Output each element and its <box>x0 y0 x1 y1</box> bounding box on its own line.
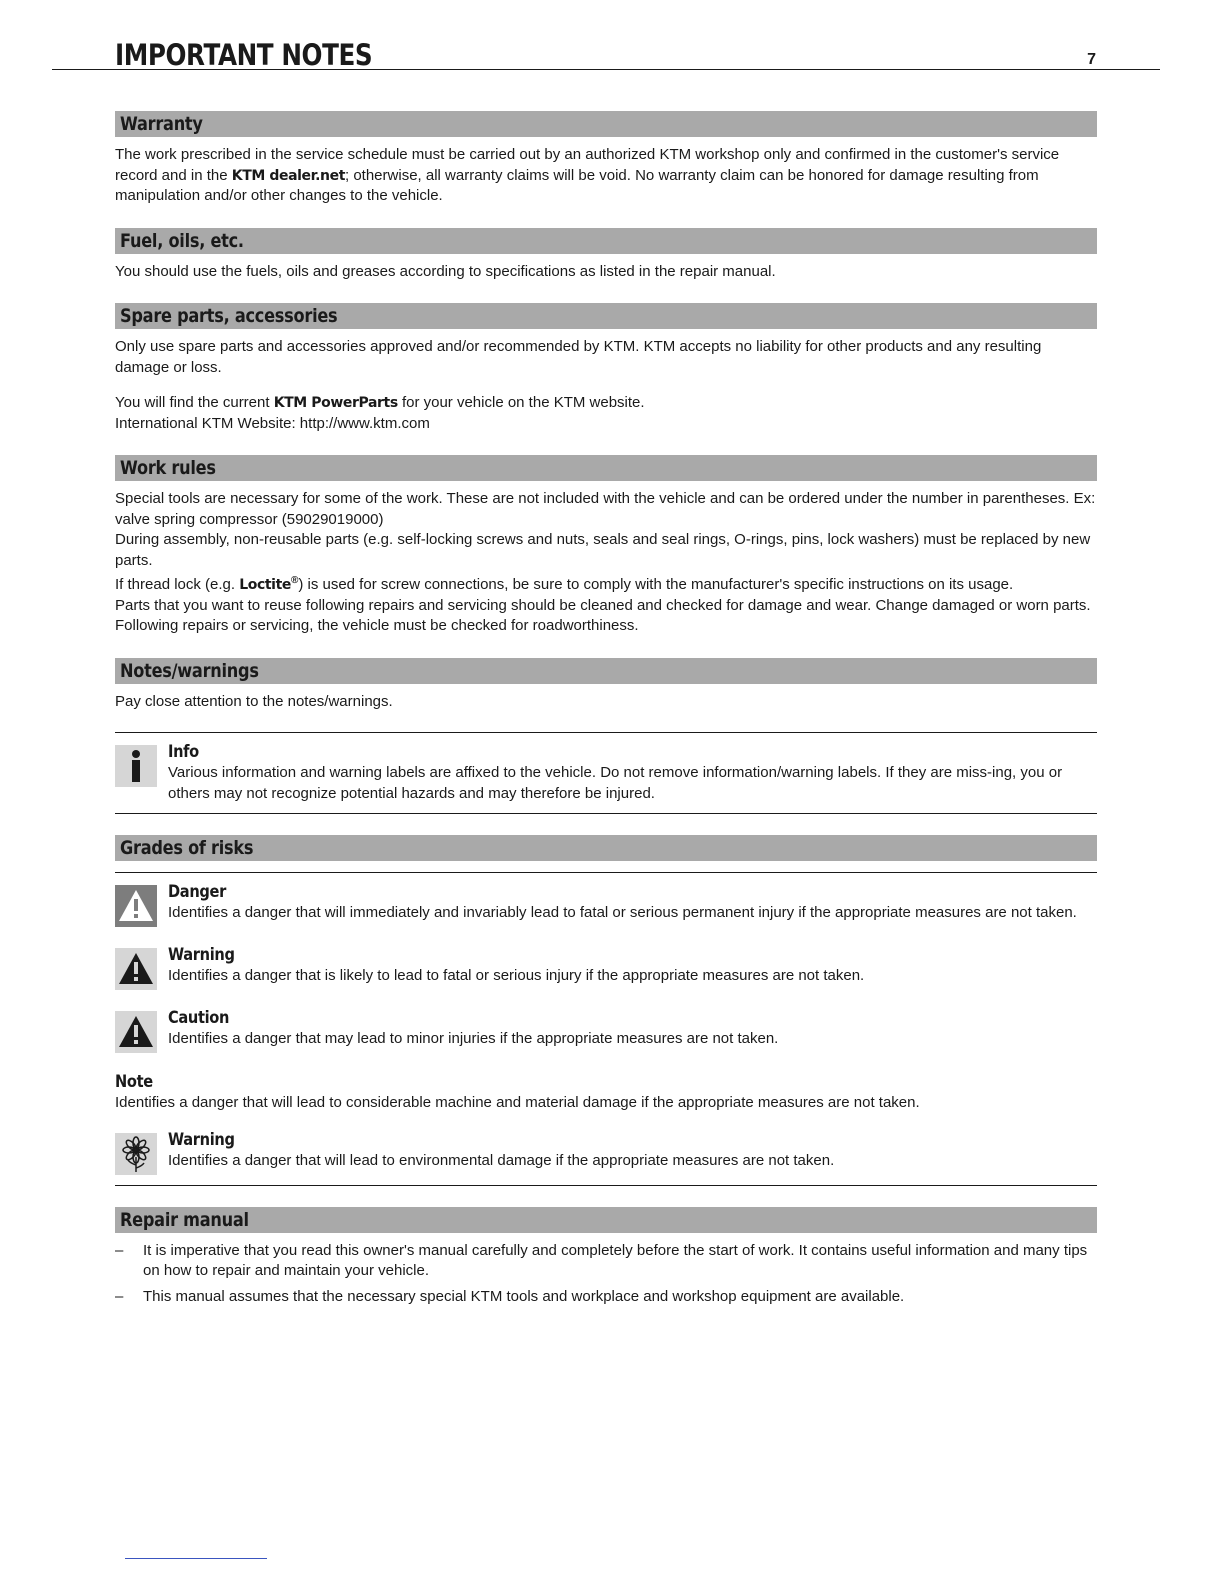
section-heading-fuel: Fuel, oils, etc. <box>115 228 1097 254</box>
repair-manual-list <box>115 1241 1097 1308</box>
ktm-dealer-net: KTM dealer.net <box>231 167 345 184</box>
caution-title: Caution <box>168 1008 230 1028</box>
footer-link-underline <box>125 1558 267 1559</box>
section-heading-warranty: Warranty <box>115 111 1097 137</box>
caution-text: Identifies a danger that may lead to minor injuries if the appropriate measures are not taken. <box>168 1030 779 1047</box>
note-text: Identifies a danger that will lead to considerable machine and material damage if the appropriate measures are not taken. <box>115 1094 920 1111</box>
list-item: – This manual assumes that the necessary special KTM tools and workplace and workshop equipment are available. <box>115 1287 1097 1308</box>
note-block <box>115 1071 1097 1114</box>
work-rules-line-5: Following repairs or servicing, the vehicle must be checked for roadworthiness. <box>115 617 639 634</box>
info-box <box>115 732 1097 814</box>
section-heading-spare-parts: Spare parts, accessories <box>115 303 1097 329</box>
danger-notice <box>115 881 1097 927</box>
caution-triangle-icon <box>115 1011 157 1053</box>
page-content <box>115 111 1097 1312</box>
fuel-text: You should use the fuels, oils and greases according to specifications as listed in the repair manual. <box>115 262 776 280</box>
work-rules-line-4: Parts that you want to reuse following repairs and servicing should be cleaned and checked for damage and wear. Change damaged or worn parts. <box>115 596 1091 614</box>
powerparts-text: You will find the current KTM PowerParts for your vehicle on the KTM website. <box>115 394 645 411</box>
page-number: 7 <box>1087 51 1096 68</box>
environment-flower-icon <box>115 1133 157 1175</box>
info-icon <box>115 745 157 787</box>
section-heading-work-rules: Work rules <box>115 455 1097 481</box>
work-rules-line-2: During assembly, non-reusable parts (e.g. self-locking screws and nuts, seals and seal rings, O-rings, pins, lock washers) must be replaced by new parts. <box>115 531 1091 569</box>
warranty-text: The work prescribed in the service schedule must be carried out by an authorized KTM workshop only and confirmed in the customer's service record and in the KTM dealer.net; otherwise, all warranty claims will be void. No warranty claim can be honored for damage resulting from manipulation and/or other changes to the vehicle. <box>115 146 1060 204</box>
info-title: Info <box>168 742 199 762</box>
warning-text: Identifies a danger that is likely to lead to fatal or serious injury if the appropriate measures are not taken. <box>168 967 865 984</box>
ktm-powerparts: KTM PowerParts <box>273 395 398 411</box>
website-line: International KTM Website: http://www.ktm.com <box>115 414 430 432</box>
notes-warnings-text: Pay close attention to the notes/warnings. <box>115 692 393 710</box>
warning-notice <box>115 944 1097 990</box>
section-heading-notes-warnings: Notes/warnings <box>115 658 1097 684</box>
work-rules-line-1: Special tools are necessary for some of the work. These are not included with the vehicle and can be ordered under the number in parentheses. Ex: valve spring compressor (59029019000) <box>115 490 1096 528</box>
environment-warning-title: Warning <box>168 1129 235 1150</box>
environment-warning-text: Identifies a danger that will lead to environmental damage if the appropriate measures are not taken. <box>168 1151 835 1169</box>
grades-box <box>115 872 1097 1186</box>
section-heading-grades-of-risks: Grades of risks <box>115 835 1097 861</box>
warning-title: Warning <box>168 945 235 965</box>
info-text: Various information and warning labels are affixed to the vehicle. Do not remove information/warning labels. If they are miss-ing, you or others may not recognize potential hazards and may therefore be injured. <box>168 764 1063 802</box>
page-title: IMPORTANT NOTES <box>115 38 373 72</box>
loctite: Loctite <box>239 577 291 593</box>
info-notice <box>115 741 1097 804</box>
work-rules-line-3: If thread lock (e.g. Loctite®) is used for screw connections, be sure to comply with the manufacturer's specific instructions on its usage. <box>115 575 1014 593</box>
section-heading-repair-manual: Repair manual <box>115 1207 1097 1233</box>
environment-warning-notice <box>115 1129 1097 1175</box>
danger-text: Identifies a danger that will immediately and invariably lead to fatal or serious permanent injury if the appropriate measures are not taken. <box>168 904 1077 921</box>
spare-parts-text: Only use spare parts and accessories approved and/or recommended by KTM. KTM accepts no liability for other products and any resulting damage or loss. <box>115 338 1042 376</box>
note-title: Note <box>115 1072 153 1092</box>
warning-triangle-icon <box>115 948 157 990</box>
danger-title: Danger <box>168 882 226 902</box>
page-header <box>52 38 1160 70</box>
registered-mark: ® <box>290 575 299 586</box>
caution-notice <box>115 1007 1097 1053</box>
list-item: – It is imperative that you read this owner's manual carefully and completely before the start of work. It contains useful information and many tips on how to repair and maintain your vehicle. <box>115 1241 1097 1282</box>
danger-warning-triangle-icon <box>115 885 157 927</box>
